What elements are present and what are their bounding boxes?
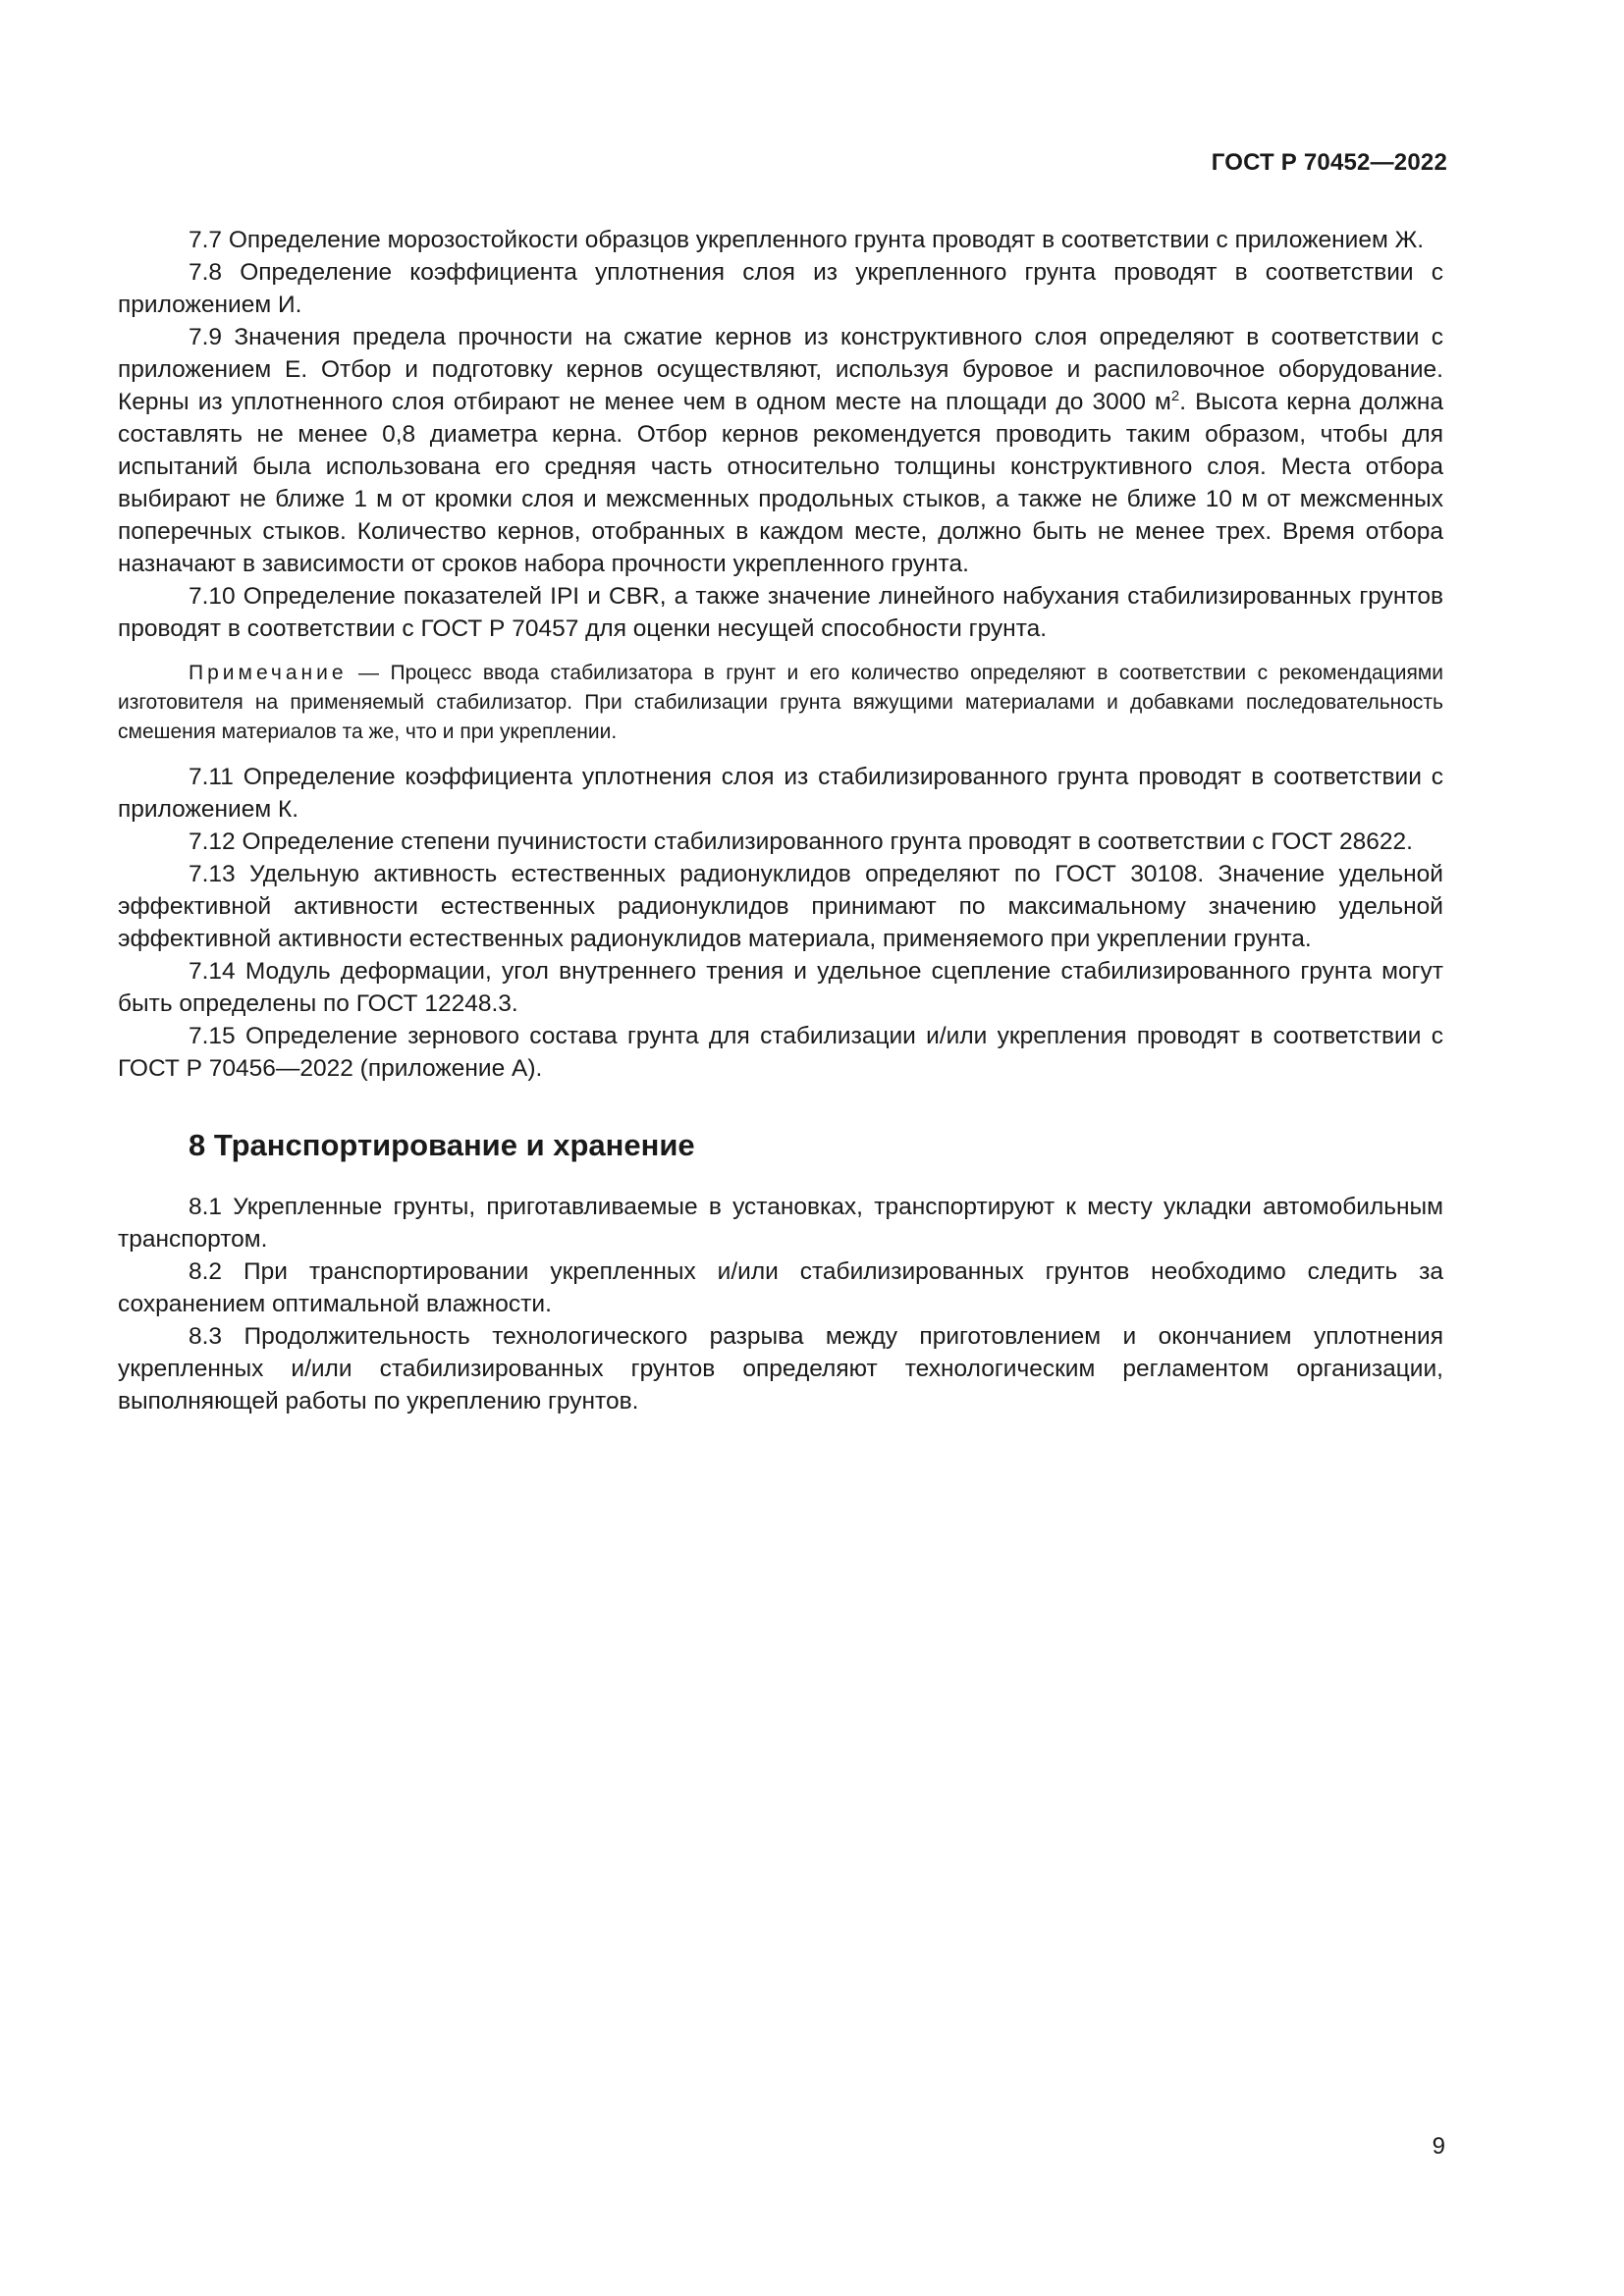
paragraph-7-12: 7.12 Определение степени пучинистости стабилизированного грунта проводят в соответствии с ГОСТ 28622.: [189, 828, 1413, 855]
paragraph-8-3: 8.3 Продолжительность технологического разрыва между приготовлением и окончанием уплотнения укрепленных и/или стабилизированных грунтов определяют технологическим регламентом организации, выполняющей работы по укреплению грунтов.: [118, 1323, 1443, 1415]
paragraph-8-1: 8.1 Укрепленные грунты, приготавливаемые в установках, транспортируют к месту укладки автомобильным транспортом.: [118, 1194, 1443, 1253]
document-code: ГОСТ Р 70452—2022: [1211, 149, 1447, 176]
paragraph-7-8: 7.8 Определение коэффициента уплотнения слоя из укрепленного грунта проводят в соответствии с приложением И.: [118, 259, 1443, 318]
paragraph-7-9-text-end: . Высота керна должна составлять не менее 0,8 диаметра керна. Отбор кернов рекомендуется проводить таким образом, чтобы для испытаний была использована его средняя часть относительно толщины конструктивного слоя. Места отбора выбирают не ближе 1 м от кромки слоя и межсменных продольных стыков, а также не ближе 10 м от межсменных поперечных стыков. Количество кернов, отобранных в каждом месте, должно быть не менее трех. Время отбора назначают в зависимости от сроков набора прочности укрепленного грунта.: [118, 389, 1443, 577]
paragraph-7-11: 7.11 Определение коэффициента уплотнения слоя из стабилизированного грунта проводят в соответствии с приложением К.: [118, 764, 1443, 823]
note: [118, 659, 1443, 747]
paragraph-7-15: 7.15 Определение зернового состава грунта для стабилизации и/или укрепления проводят в соответствии с ГОСТ Р 70456—2022 (приложение А).: [118, 1023, 1443, 1082]
paragraph-7-13: 7.13 Удельную активность естественных радионуклидов определяют по ГОСТ 30108. Значение удельной эффективной активности естественных радионуклидов принимают по максимальному значению удельной эффективной активности естественных радионуклидов материала, применяемого при укреплении грунта.: [118, 861, 1443, 952]
note-label: Примечание: [189, 662, 348, 684]
note-text: — Процесс ввода стабилизатора в грунт и его количество определяют в соответствии с рекомендациями изготовителя на применяемый стабилизатор. При стабилизации грунта вяжущими материалами и добавками последовательность смешения материалов та же, что и при укреплении.: [118, 662, 1443, 743]
paragraph-7-9-text-start: 7.9 Значения предела прочности на сжатие кернов из конструктивного слоя определяют в соответствии с приложением Е. Отбор и подготовку кернов осуществляют, используя буровое и распиловочное оборудование. Керны из уплотненного слоя отбирают не менее чем в одном месте на площади до 3000 м: [118, 324, 1443, 415]
document-body: [118, 224, 1443, 1417]
page-number: 9: [1432, 2133, 1445, 2160]
paragraph-7-9: [118, 321, 1443, 580]
superscript-exponent: 2: [1170, 387, 1180, 404]
paragraph-7-10: 7.10 Определение показателей IPI и CBR, а также значение линейного набухания стабилизированных грунтов проводят в соответствии с ГОСТ Р 70457 для оценки несущей способности грунта.: [118, 583, 1443, 642]
section-heading-8: 8 Транспортирование и хранение: [189, 1128, 695, 1162]
paragraph-8-2: 8.2 При транспортировании укрепленных и/или стабилизированных грунтов необходимо следить за сохранением оптимальной влажности.: [118, 1258, 1443, 1317]
paragraph-7-14: 7.14 Модуль деформации, угол внутреннего трения и удельное сцепление стабилизированного грунта могут быть определены по ГОСТ 12248.3.: [118, 958, 1443, 1017]
paragraph-7-7: 7.7 Определение морозостойкости образцов укрепленного грунта проводят в соответствии с приложением Ж.: [189, 227, 1425, 253]
